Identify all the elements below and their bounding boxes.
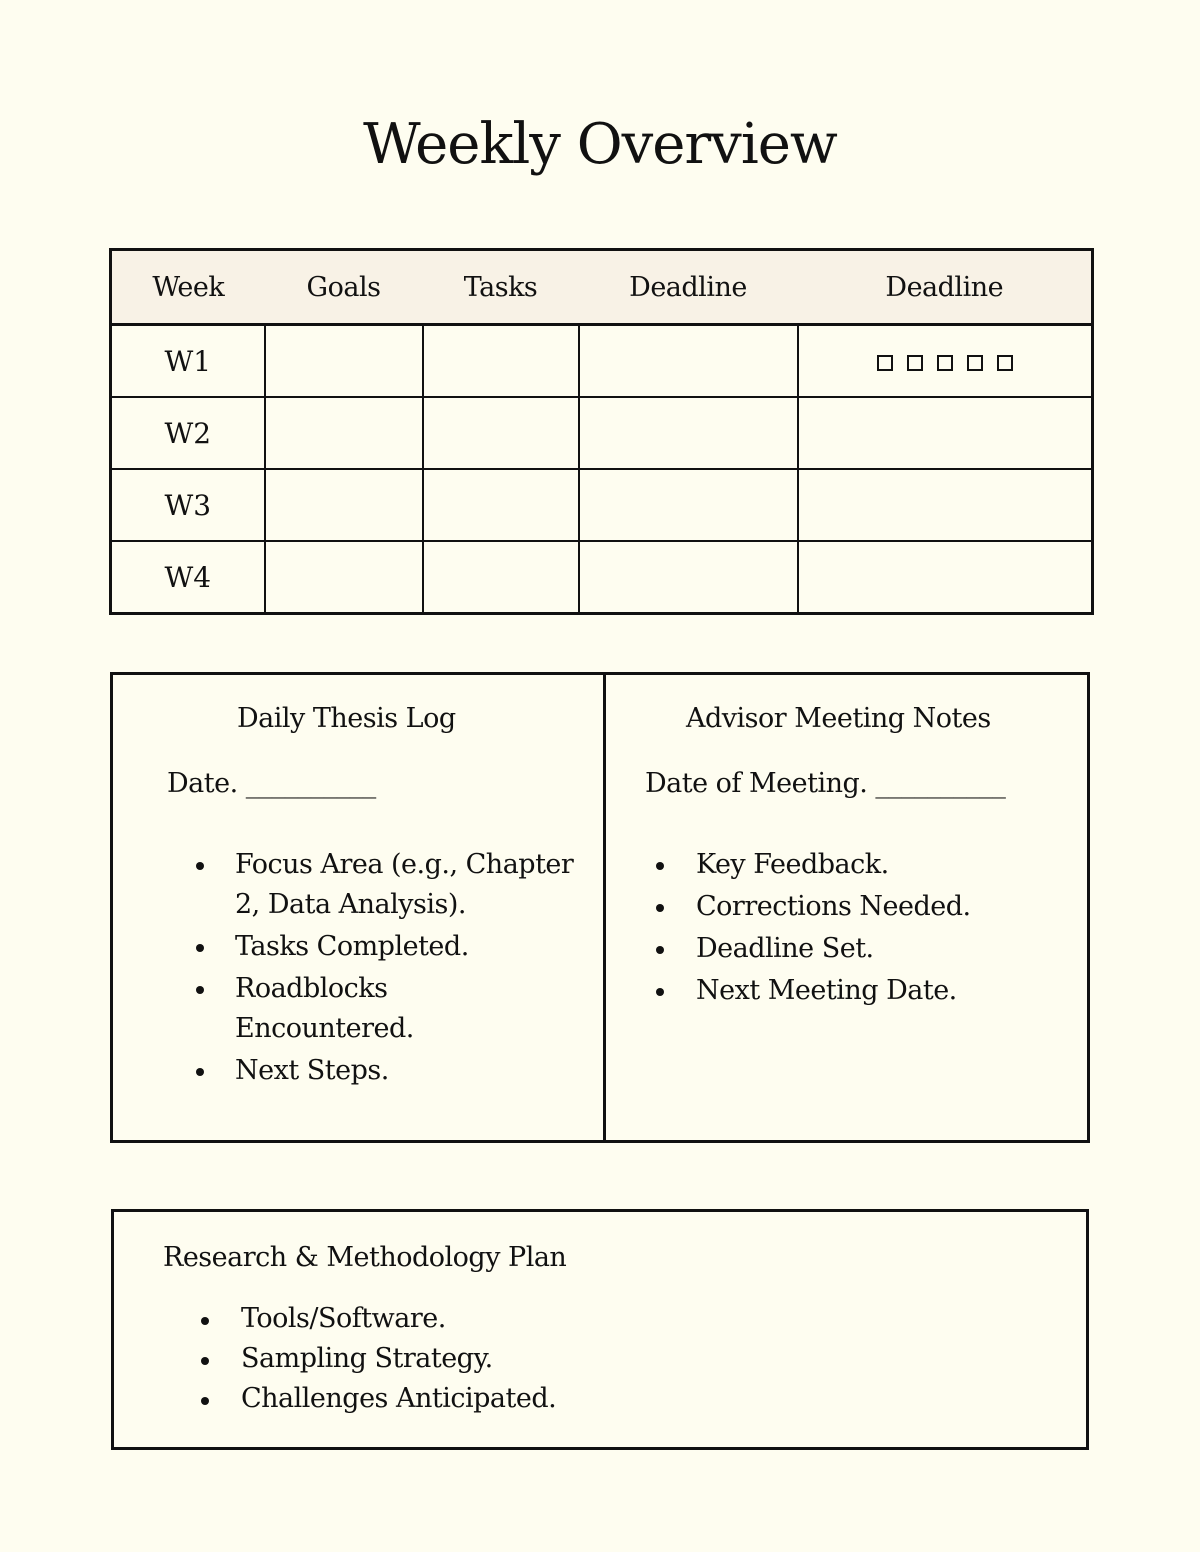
page-title: Weekly Overview [363, 112, 837, 177]
advisor-notes-heading: Advisor Meeting Notes [686, 703, 991, 734]
list-item: Challenges Anticipated. [241, 1380, 841, 1418]
weekly-overview-table [109, 248, 1094, 615]
daily-log-date-field[interactable]: Date. __________ [167, 768, 376, 799]
list-item: Deadline Set. [696, 929, 1056, 969]
advisor-meeting-notes-panel [606, 675, 1087, 1140]
advisor-notes-list [696, 845, 1056, 1013]
research-plan-heading: Research & Methodology Plan [163, 1242, 567, 1273]
list-item: Key Feedback. [696, 845, 1056, 885]
header-goals: Goals [265, 250, 423, 325]
tasks-cell[interactable] [423, 469, 579, 541]
list-item: Corrections Needed. [696, 887, 1056, 927]
research-plan-list [241, 1300, 841, 1420]
header-tasks: Tasks [423, 250, 579, 325]
tasks-cell[interactable] [423, 397, 579, 469]
deadline-cell-2[interactable] [798, 541, 1093, 614]
goals-cell[interactable] [265, 397, 423, 469]
checkbox-icon[interactable] [907, 355, 923, 371]
daily-log-heading: Daily Thesis Log [237, 703, 456, 734]
daily-thesis-log-panel [113, 675, 606, 1140]
deadline-cell[interactable] [579, 541, 798, 614]
table-row [111, 325, 1093, 398]
deadline-cell[interactable] [579, 325, 798, 398]
table-row [111, 541, 1093, 614]
week-cell: W2 [111, 397, 265, 469]
research-methodology-plan-box [111, 1209, 1089, 1450]
list-item: Roadblocks Encountered. [235, 969, 435, 1049]
week-cell: W1 [111, 325, 265, 398]
week-cell: W3 [111, 469, 265, 541]
checkbox-icon[interactable] [967, 355, 983, 371]
list-item: Focus Area (e.g., Chapter 2, Data Analysis). [235, 845, 575, 925]
list-item: Next Steps. [235, 1051, 575, 1091]
tasks-cell[interactable] [423, 541, 579, 614]
header-deadline-2: Deadline [798, 250, 1093, 325]
goals-cell[interactable] [265, 325, 423, 398]
deadline-checkbox-cell [798, 325, 1093, 398]
checkbox-icon[interactable] [937, 355, 953, 371]
checkbox-icon[interactable] [877, 355, 893, 371]
deadline-cell[interactable] [579, 397, 798, 469]
checkbox-group [877, 355, 1013, 371]
log-and-notes-box [110, 672, 1090, 1143]
table-row [111, 397, 1093, 469]
list-item: Next Meeting Date. [696, 971, 1056, 1011]
goals-cell[interactable] [265, 541, 423, 614]
header-week: Week [111, 250, 265, 325]
goals-cell[interactable] [265, 469, 423, 541]
deadline-cell-2[interactable] [798, 397, 1093, 469]
table-row [111, 469, 1093, 541]
meeting-date-field[interactable]: Date of Meeting. __________ [645, 768, 1006, 799]
list-item: Tasks Completed. [235, 927, 575, 967]
list-item: Tools/Software. [241, 1300, 841, 1338]
header-deadline: Deadline [579, 250, 798, 325]
deadline-cell[interactable] [579, 469, 798, 541]
table-header-row [111, 250, 1093, 325]
daily-log-list [235, 845, 575, 1093]
week-cell: W4 [111, 541, 265, 614]
checkbox-icon[interactable] [997, 355, 1013, 371]
tasks-cell[interactable] [423, 325, 579, 398]
deadline-cell-2[interactable] [798, 469, 1093, 541]
list-item: Sampling Strategy. [241, 1340, 841, 1378]
